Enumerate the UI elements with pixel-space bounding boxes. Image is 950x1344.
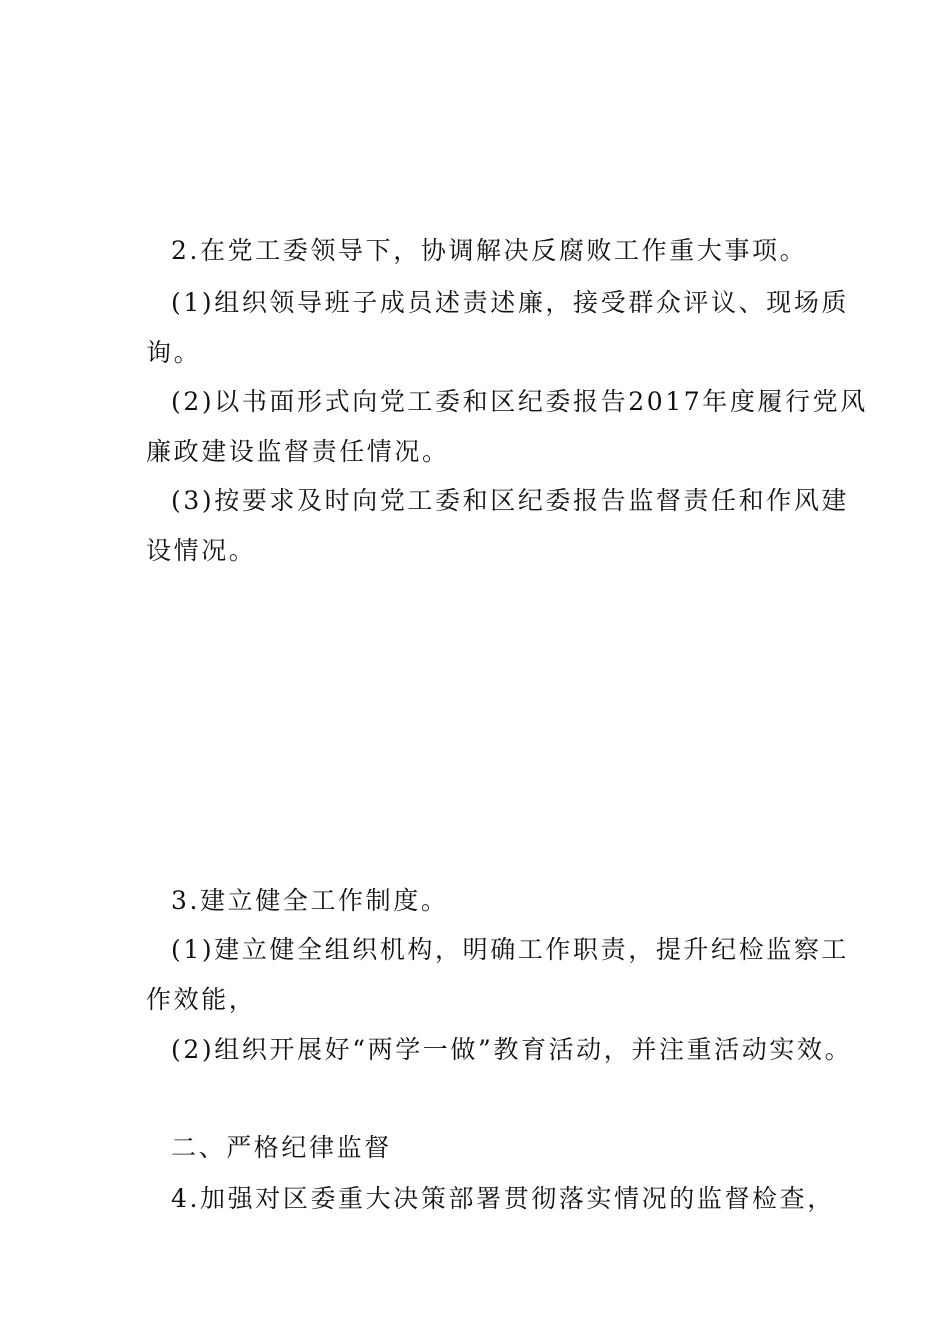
- item-2-3-line-1: (3)按要求及时向党工委和区纪委报告监督责任和作风建: [171, 486, 850, 515]
- item-4-line-1: 4.加强对区委重大决策部署贯彻落实情况的监督检查，: [171, 1184, 835, 1213]
- item-3-1-line-1: (1)建立健全组织机构，明确工作职责，提升纪检监察工: [171, 935, 850, 964]
- item-3-1-line-2: 作效能，: [146, 985, 257, 1014]
- item-3-2-line-1: (2)组织开展好“两学一做”教育活动，并注重活动实效。: [171, 1035, 853, 1064]
- item-2-2-line-2: 廉政建设监督责任情况。: [146, 437, 450, 466]
- item-2-heading: 2.在党工委领导下，协调解决反腐败工作重大事项。: [171, 236, 808, 265]
- section-2-heading: 二、严格纪律监督: [171, 1133, 392, 1162]
- item-2-2-line-1: (2)以书面形式向党工委和区纪委报告2017年度履行党风: [171, 387, 868, 416]
- item-2-1-line-1: (1)组织领导班子成员述责述廉，接受群众评议、现场质: [171, 288, 850, 317]
- item-2-3-line-2: 设情况。: [146, 536, 257, 565]
- item-2-1-line-2: 询。: [146, 338, 202, 367]
- item-3-heading: 3.建立健全工作制度。: [171, 886, 449, 915]
